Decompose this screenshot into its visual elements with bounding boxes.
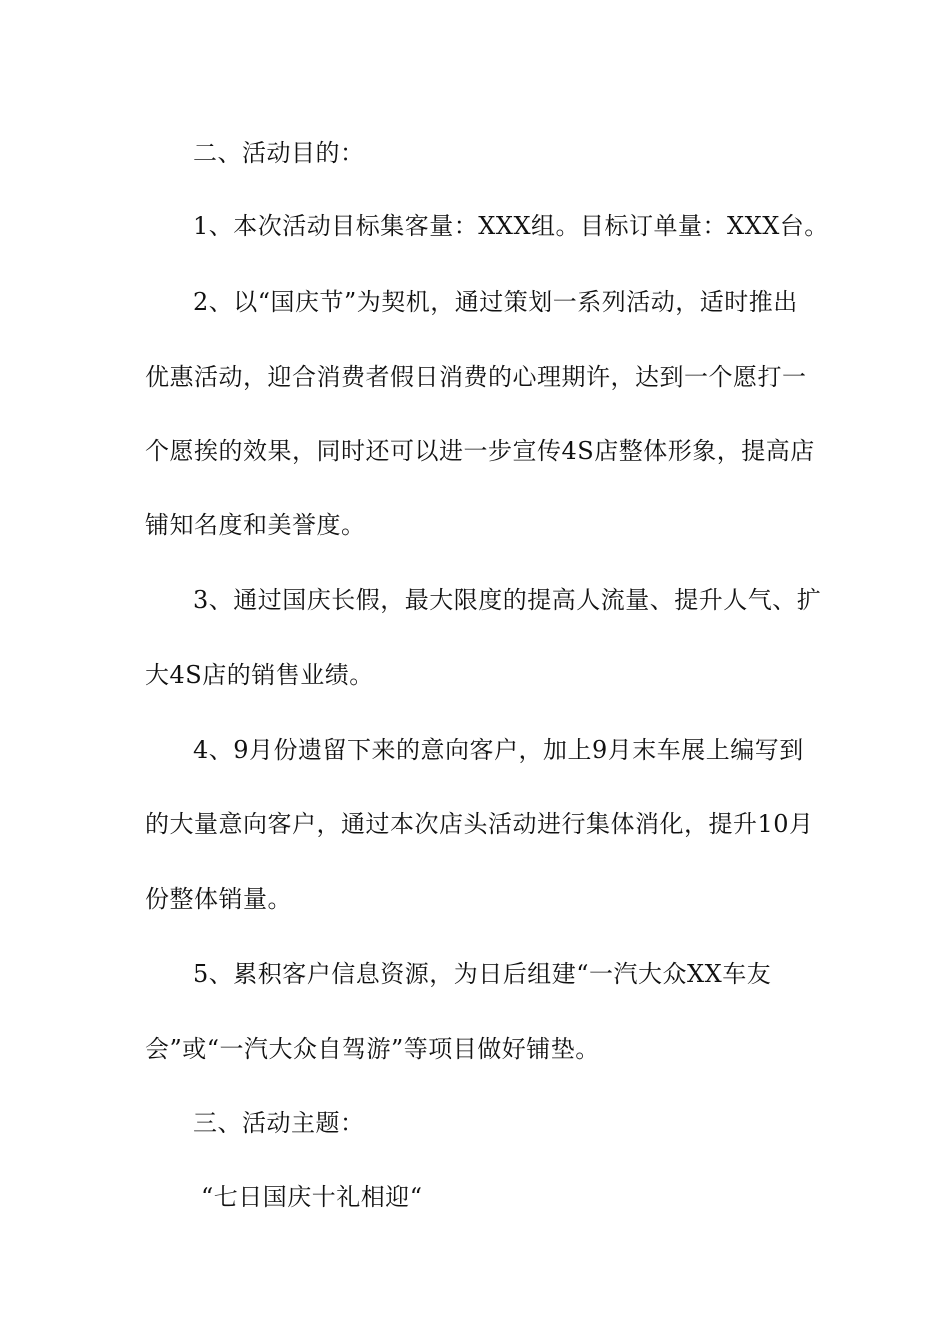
objective-item-2-line-3: 个愿挨的效果，同时还可以进一步宣传4S店整体形象，提高店 bbox=[145, 437, 815, 465]
objective-item-4-line-2: 的大量意向客户，通过本次店头活动进行集体消化，提升10月 bbox=[145, 810, 814, 838]
objective-item-3-line-1: 3、通过国庆长假，最大限度的提高人流量、提升人气、扩 bbox=[193, 586, 822, 614]
objective-item-1: 1、本次活动目标集客量：XXX组。目标订单量：XXX台。 bbox=[193, 212, 829, 240]
section-heading-objectives: 二、活动目的： bbox=[193, 139, 365, 167]
objective-item-2-line-2: 优惠活动，迎合消费者假日消费的心理期许，达到一个愿打一 bbox=[145, 363, 807, 391]
objective-item-4-line-3: 份整体销量。 bbox=[145, 885, 292, 913]
objective-item-5-line-1: 5、累积客户信息资源，为日后组建“一汽大众XX车友 bbox=[193, 960, 772, 988]
objective-item-2-line-4: 铺知名度和美誉度。 bbox=[145, 511, 366, 539]
objective-item-5-line-2: 会”或“一汽大众自驾游”等项目做好铺垫。 bbox=[145, 1035, 600, 1063]
section-heading-theme: 三、活动主题： bbox=[193, 1109, 365, 1137]
objective-item-4-line-1: 4、9月份遗留下来的意向客户，加上9月末车展上编写到 bbox=[193, 736, 804, 764]
objective-item-3-line-2: 大4S店的销售业绩。 bbox=[145, 661, 374, 689]
activity-theme: “七日国庆十礼相迎“ bbox=[201, 1183, 423, 1211]
objective-item-2-line-1: 2、以“国庆节”为契机，通过策划一系列活动，适时推出 bbox=[193, 288, 798, 316]
